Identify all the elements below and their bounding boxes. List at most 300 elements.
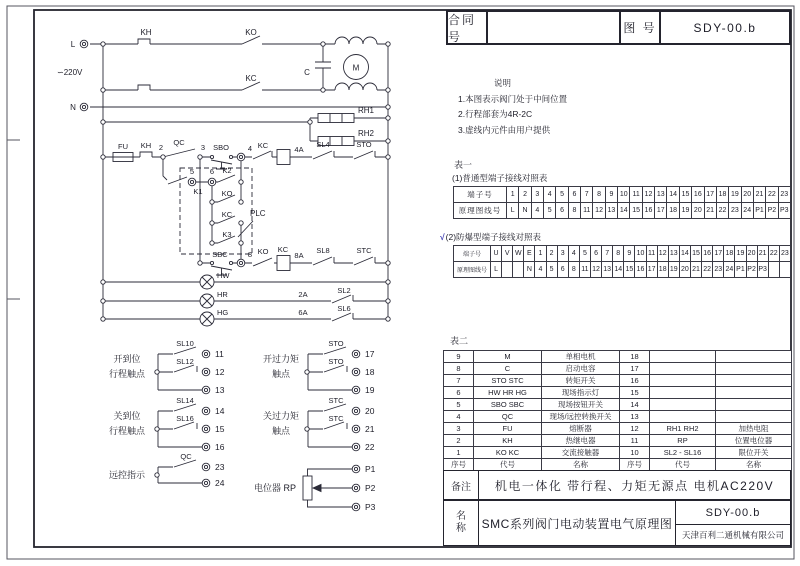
terminal-no-cell: 2 <box>546 246 557 262</box>
terminal-no-cell: 18 <box>724 246 735 262</box>
cell: FU <box>474 423 542 435</box>
terminal-no-cell: 14 <box>667 187 679 203</box>
coil-ko <box>277 150 290 165</box>
label-STC-d2: STC <box>328 414 344 423</box>
label-wire2: 2 <box>158 143 164 152</box>
component-row <box>444 411 792 423</box>
group-open-torque-label2: 触点 <box>271 369 291 379</box>
wire-no-cell: 16 <box>635 262 646 278</box>
cell <box>650 375 716 387</box>
label-wire8: 8 <box>247 250 253 259</box>
terminal-N <box>80 103 88 111</box>
potentiometer-body <box>303 476 312 500</box>
label-N: N <box>70 103 76 112</box>
wire-row-header: 原理图线号 <box>454 203 507 219</box>
table1-subtitle-exproof: √(2)防爆型端子接线对照表 <box>440 232 542 242</box>
label-wire3: 3 <box>200 143 206 152</box>
group-close-travel-label1: 关到位 <box>113 411 141 421</box>
wire-no-cell: 8 <box>568 262 579 278</box>
label-voltage: ∽220V <box>57 68 83 77</box>
wire-no-cell: 17 <box>646 262 657 278</box>
cell: 5 <box>444 399 474 411</box>
component-row <box>444 447 792 459</box>
cell <box>716 411 792 423</box>
cell <box>650 411 716 423</box>
cell: 加热电阻 <box>716 423 792 435</box>
group-open-travel-label1: 开到位 <box>113 354 141 364</box>
label-P1: P1 <box>365 464 376 474</box>
label-t22: 22 <box>365 442 375 452</box>
terminal-14 <box>202 407 210 415</box>
coil-kc <box>277 256 290 271</box>
label-STC-d1: STC <box>328 396 344 405</box>
terminal-no-cell: 11 <box>646 246 657 262</box>
wire-no-cell: P1 <box>753 203 765 219</box>
label-6A: 6A <box>298 308 308 317</box>
cell: C <box>474 363 542 375</box>
terminal-18 <box>352 368 360 376</box>
terminal-no-cell: 12 <box>657 246 668 262</box>
wire-no-cell: 6 <box>557 262 568 278</box>
table1-caption: 表一 <box>454 160 473 170</box>
notes-section <box>458 76 758 138</box>
cell: 17 <box>620 363 650 375</box>
wire-no-cell: 5 <box>544 203 556 219</box>
terminal-no-cell: 6 <box>590 246 601 262</box>
terminal-row <box>454 187 791 203</box>
component-row <box>444 387 792 399</box>
label-STC: STC <box>356 246 372 255</box>
group-close-torque-label1: 关过力矩 <box>262 411 300 421</box>
terminal-no-cell: 13 <box>655 187 667 203</box>
terminal-table-exproof <box>453 245 791 278</box>
component-table-header-row <box>444 459 792 471</box>
label-t23: 23 <box>215 462 225 472</box>
terminal-no-cell: 18 <box>716 187 728 203</box>
label-t17: 17 <box>365 349 375 359</box>
label-STO-b2: STO <box>328 357 344 366</box>
wire-no-cell: 12 <box>590 262 601 278</box>
wire-no-cell: P2 <box>766 203 778 219</box>
terminal-12 <box>202 368 210 376</box>
terminal-no-cell: 16 <box>692 187 704 203</box>
terminal-no-cell: 23 <box>779 246 790 262</box>
contract-no-label: 合同号 <box>448 12 488 43</box>
component-row <box>444 351 792 363</box>
wire-no-cell: 4 <box>531 203 543 219</box>
label-t12: 12 <box>215 367 225 377</box>
terminal-no-cell: 15 <box>679 187 691 203</box>
wire-row <box>454 203 791 219</box>
title-block <box>446 10 791 45</box>
cell: HW HR HG <box>474 387 542 399</box>
cell: 热继电器 <box>542 435 620 447</box>
label-HG: HG <box>217 308 229 317</box>
cell: 16 <box>620 375 650 387</box>
wire-no-cell: 23 <box>729 203 741 219</box>
cell: 2 <box>444 435 474 447</box>
cell: SBO SBC <box>474 399 542 411</box>
component-row <box>444 399 792 411</box>
terminal-no-cell: 21 <box>753 187 765 203</box>
terminal-no-cell: 9 <box>624 246 635 262</box>
cell <box>650 387 716 399</box>
label-K2: K2 <box>222 166 232 175</box>
terminal-no-cell: 20 <box>741 187 753 203</box>
cell <box>716 363 792 375</box>
terminal-no-cell: 17 <box>713 246 724 262</box>
cell: 限位开关 <box>716 447 792 459</box>
label-FU: FU <box>118 142 128 151</box>
terminal-24 <box>202 479 210 487</box>
terminal-no-cell: 8 <box>593 187 605 203</box>
label-K1: K1 <box>193 187 203 196</box>
label-t21: 21 <box>365 424 375 434</box>
label-STO-b1: STO <box>328 339 344 348</box>
label-RH1: RH1 <box>357 106 375 115</box>
terminal-20 <box>352 407 360 415</box>
cell: 名称 <box>716 459 792 471</box>
terminal-no-cell: 3 <box>531 187 543 203</box>
wire-no-cell: 5 <box>546 262 557 278</box>
cell: 转矩开关 <box>542 375 620 387</box>
label-t20: 20 <box>365 406 375 416</box>
cell: 11 <box>620 435 650 447</box>
component-table <box>443 350 792 471</box>
wire-no-cell: 21 <box>690 262 701 278</box>
label-RH2: RH2 <box>357 129 375 138</box>
cell: 14 <box>620 399 650 411</box>
wire-row-header: 原理图线号 <box>454 262 491 278</box>
terminal-P1 <box>352 465 360 473</box>
wire-no-cell: 11 <box>581 203 593 219</box>
terminal-row-header: 端子号 <box>454 187 507 203</box>
note-item: 1.本图表示阀门处于中间位置 <box>458 93 568 104</box>
cell <box>716 387 792 399</box>
drawing-no-label: 图 号 <box>621 12 661 43</box>
cell: 序号 <box>620 459 650 471</box>
wire-no-cell: 13 <box>602 262 613 278</box>
wire-no-cell <box>513 262 524 278</box>
terminal-16 <box>202 443 210 451</box>
terminal-no-cell: 14 <box>679 246 690 262</box>
terminal-21 <box>352 425 360 433</box>
cell: 现场/远控转换开关 <box>542 411 620 423</box>
wire-no-cell: 21 <box>704 203 716 219</box>
cell: 3 <box>444 423 474 435</box>
label-K3: K3 <box>222 230 232 239</box>
terminal-no-cell: 10 <box>618 187 630 203</box>
label-HW: HW <box>217 271 230 280</box>
label-C: C <box>304 68 310 77</box>
label-L: L <box>70 40 76 49</box>
terminal-no-cell: 1 <box>535 246 546 262</box>
label-SL12: SL12 <box>176 357 194 366</box>
remark-block <box>443 470 791 500</box>
label-8A: 8A <box>294 251 304 260</box>
note-item: 3.虚线内元件由用户提供 <box>458 124 551 135</box>
cell: 现场指示灯 <box>542 387 620 399</box>
wire-no-cell: 22 <box>702 262 713 278</box>
terminal-no-cell: 23 <box>778 187 790 203</box>
label-KO-no: KO <box>257 247 269 256</box>
label-t11: 11 <box>215 349 224 359</box>
cell: KH <box>474 435 542 447</box>
terminal-row-header: 端子号 <box>454 246 491 262</box>
notes-title: 说明 <box>494 78 512 88</box>
label-t15: 15 <box>215 424 225 434</box>
wire-no-cell: 12 <box>593 203 605 219</box>
wire-no-cell: 17 <box>655 203 667 219</box>
wire-no-cell: 6 <box>556 203 568 219</box>
company-name: 天津百利二通机械有限公司 <box>681 530 784 540</box>
label-KC-aux: KC <box>221 210 233 219</box>
cell: STO STC <box>474 375 542 387</box>
cell: 代号 <box>474 459 542 471</box>
cell: 18 <box>620 351 650 363</box>
wire-no-cell: 15 <box>624 262 635 278</box>
label-KC-nc: KC <box>257 141 269 150</box>
cell <box>650 399 716 411</box>
terminal-no-cell: 1 <box>507 187 519 203</box>
label-P3: P3 <box>365 502 376 512</box>
remark-text: 机电一体化 带行程、力矩无源点 电机AC220V <box>494 478 775 493</box>
label-STO: STO <box>356 140 372 149</box>
group-close-torque-label2: 触点 <box>271 426 291 436</box>
label-wire5: 5 <box>189 167 195 176</box>
label-KH2: KH <box>140 141 152 150</box>
terminal-13 <box>202 386 210 394</box>
terminal-15 <box>202 425 210 433</box>
label-HR: HR <box>217 290 228 299</box>
terminal-no-cell: 19 <box>735 246 746 262</box>
wire-no-cell: P3 <box>757 262 768 278</box>
group-close-travel-label2: 行程触点 <box>108 426 146 436</box>
cell: 名称 <box>542 459 620 471</box>
terminal-no-cell: 21 <box>757 246 768 262</box>
terminal-6 <box>208 178 216 186</box>
terminal-no-cell: 22 <box>766 187 778 203</box>
label-M: M <box>352 63 360 73</box>
wire-no-cell: 24 <box>741 203 753 219</box>
terminal-L <box>80 40 88 48</box>
label-t13: 13 <box>215 385 225 395</box>
cell: 4 <box>444 411 474 423</box>
terminal-11 <box>202 350 210 358</box>
cell: M <box>474 351 542 363</box>
wire-no-cell: 19 <box>679 203 691 219</box>
group-open-torque-label1: 开过力矩 <box>262 354 300 364</box>
group-open-travel-label2: 行程触点 <box>108 369 146 379</box>
label-SL6: SL6 <box>337 304 351 313</box>
terminal-no-cell: 12 <box>642 187 654 203</box>
wire-no-cell: 18 <box>657 262 668 278</box>
cell: 10 <box>620 447 650 459</box>
wire-no-cell <box>768 262 779 278</box>
label-t19: 19 <box>365 385 375 395</box>
cell: 7 <box>444 375 474 387</box>
label-SL14: SL14 <box>176 396 194 405</box>
label-KO: KO <box>245 28 257 37</box>
label-KC-coil: KC <box>277 245 289 254</box>
label-SL4: SL4 <box>316 140 330 149</box>
cell: KO KC <box>474 447 542 459</box>
remote-indication-label: 远控指示 <box>108 470 146 480</box>
table2-caption: 表二 <box>450 336 469 346</box>
note-item: 2.行程部套为4R-2C <box>458 109 533 119</box>
cell: 序号 <box>444 459 474 471</box>
terminal-no-cell: W <box>513 246 524 262</box>
label-t14: 14 <box>215 406 225 416</box>
label-t16: 16 <box>215 442 225 452</box>
wire-no-cell: N <box>519 203 531 219</box>
wires <box>90 36 388 507</box>
label-SBC: SBC <box>212 250 228 259</box>
name-label: 名 称 <box>444 501 479 545</box>
label-t18: 18 <box>365 367 375 377</box>
terminal-no-cell: 11 <box>630 187 642 203</box>
wire-no-cell: 16 <box>642 203 654 219</box>
terminal-row <box>454 246 791 262</box>
wire-no-cell: 8 <box>568 203 580 219</box>
terminal-no-cell: 17 <box>704 187 716 203</box>
wire-no-cell: P2 <box>746 262 757 278</box>
cell: QC <box>474 411 542 423</box>
label-QC-remote: QC <box>180 452 192 461</box>
terminal-no-cell: 16 <box>702 246 713 262</box>
wire-no-cell: 19 <box>668 262 679 278</box>
terminal-no-cell: 6 <box>568 187 580 203</box>
cell: 启动电容 <box>542 363 620 375</box>
wire-no-cell: P1 <box>735 262 746 278</box>
drawing-title: SMC系列阀门电动装置电气原理图 <box>479 501 676 545</box>
wire-no-cell: 4 <box>535 262 546 278</box>
label-KH: KH <box>140 28 152 37</box>
cell: 单相电机 <box>542 351 620 363</box>
wire-no-cell: 14 <box>618 203 630 219</box>
terminal-no-cell: 2 <box>519 187 531 203</box>
terminal-no-cell: 7 <box>602 246 613 262</box>
cell <box>650 363 716 375</box>
terminal-table-normal <box>453 186 791 219</box>
remark-label: 备注 <box>444 471 479 499</box>
cell: RP <box>650 435 716 447</box>
cell: 15 <box>620 387 650 399</box>
terminal-23 <box>202 463 210 471</box>
terminal-22 <box>352 443 360 451</box>
cell <box>716 351 792 363</box>
label-2A: 2A <box>298 290 308 299</box>
terminal-no-cell: 5 <box>556 187 568 203</box>
cell: 12 <box>620 423 650 435</box>
label-PLC: PLC <box>250 209 266 218</box>
name-block <box>443 500 791 546</box>
label-SL8: SL8 <box>316 246 330 255</box>
terminal-no-cell: 5 <box>579 246 590 262</box>
potentiometer-label: 电位器 RP <box>254 483 297 493</box>
terminal-P3 <box>352 503 360 511</box>
wire-no-cell: 18 <box>667 203 679 219</box>
terminal-no-cell: 7 <box>581 187 593 203</box>
cell: 代号 <box>650 459 716 471</box>
cell: 8 <box>444 363 474 375</box>
label-SL10: SL10 <box>176 339 194 348</box>
cell: SL2 - SL16 <box>650 447 716 459</box>
terminal-no-cell: 10 <box>635 246 646 262</box>
terminal-5 <box>188 178 196 186</box>
wire-no-cell <box>779 262 790 278</box>
label-KO-aux: KO <box>221 189 233 198</box>
drawing-number: SDY-00.b <box>676 501 790 525</box>
cell: 6 <box>444 387 474 399</box>
component-row <box>444 435 792 447</box>
cell: 熔断器 <box>542 423 620 435</box>
cell: 交流接触器 <box>542 447 620 459</box>
wire-no-cell: 22 <box>716 203 728 219</box>
resistor-rh1 <box>318 114 354 123</box>
terminal-no-cell: 8 <box>613 246 624 262</box>
component-row <box>444 363 792 375</box>
terminal-no-cell: 3 <box>557 246 568 262</box>
wire-no-cell: 15 <box>630 203 642 219</box>
label-SL16: SL16 <box>176 414 194 423</box>
cell <box>650 351 716 363</box>
label-P2: P2 <box>365 483 376 493</box>
cell: 现场按钮开关 <box>542 399 620 411</box>
terminal-17 <box>352 350 360 358</box>
wire-no-cell <box>502 262 513 278</box>
component-row <box>444 375 792 387</box>
terminal-no-cell: 15 <box>690 246 701 262</box>
terminal-no-cell: 19 <box>729 187 741 203</box>
label-4A: 4A <box>294 145 304 154</box>
terminal-no-cell: U <box>491 246 502 262</box>
wire-no-cell: 20 <box>679 262 690 278</box>
label-KC: KC <box>245 74 257 83</box>
wire-no-cell: L <box>491 262 502 278</box>
terminal-no-cell: 4 <box>544 187 556 203</box>
cell: 1 <box>444 447 474 459</box>
label-SBO: SBO <box>213 143 229 152</box>
cell: 位置电位器 <box>716 435 792 447</box>
wire-no-cell: L <box>507 203 519 219</box>
wiper-arrow <box>313 485 321 492</box>
wire-no-cell: 14 <box>613 262 624 278</box>
wire-row <box>454 262 791 278</box>
wire-no-cell: 20 <box>692 203 704 219</box>
cell: 9 <box>444 351 474 363</box>
label-t24: 24 <box>215 478 225 488</box>
table1-subtitle-normal: (1)普通型端子接线对照表 <box>452 173 548 183</box>
wire-no-cell: 23 <box>713 262 724 278</box>
terminal-no-cell: V <box>502 246 513 262</box>
label-wire6: 6 <box>209 167 215 176</box>
terminal-19 <box>352 386 360 394</box>
wire-no-cell: 11 <box>579 262 590 278</box>
terminal-P2 <box>352 484 360 492</box>
terminal-no-cell: 13 <box>668 246 679 262</box>
cell <box>716 399 792 411</box>
wire-no-cell: 13 <box>605 203 617 219</box>
wire-no-cell: 24 <box>724 262 735 278</box>
checkmark: √ <box>440 232 445 242</box>
cell: RH1 RH2 <box>650 423 716 435</box>
wire-no-cell: N <box>524 262 535 278</box>
label-SL2: SL2 <box>337 286 351 295</box>
terminal-no-cell: 4 <box>568 246 579 262</box>
terminal-no-cell: 9 <box>605 187 617 203</box>
cell: 13 <box>620 411 650 423</box>
